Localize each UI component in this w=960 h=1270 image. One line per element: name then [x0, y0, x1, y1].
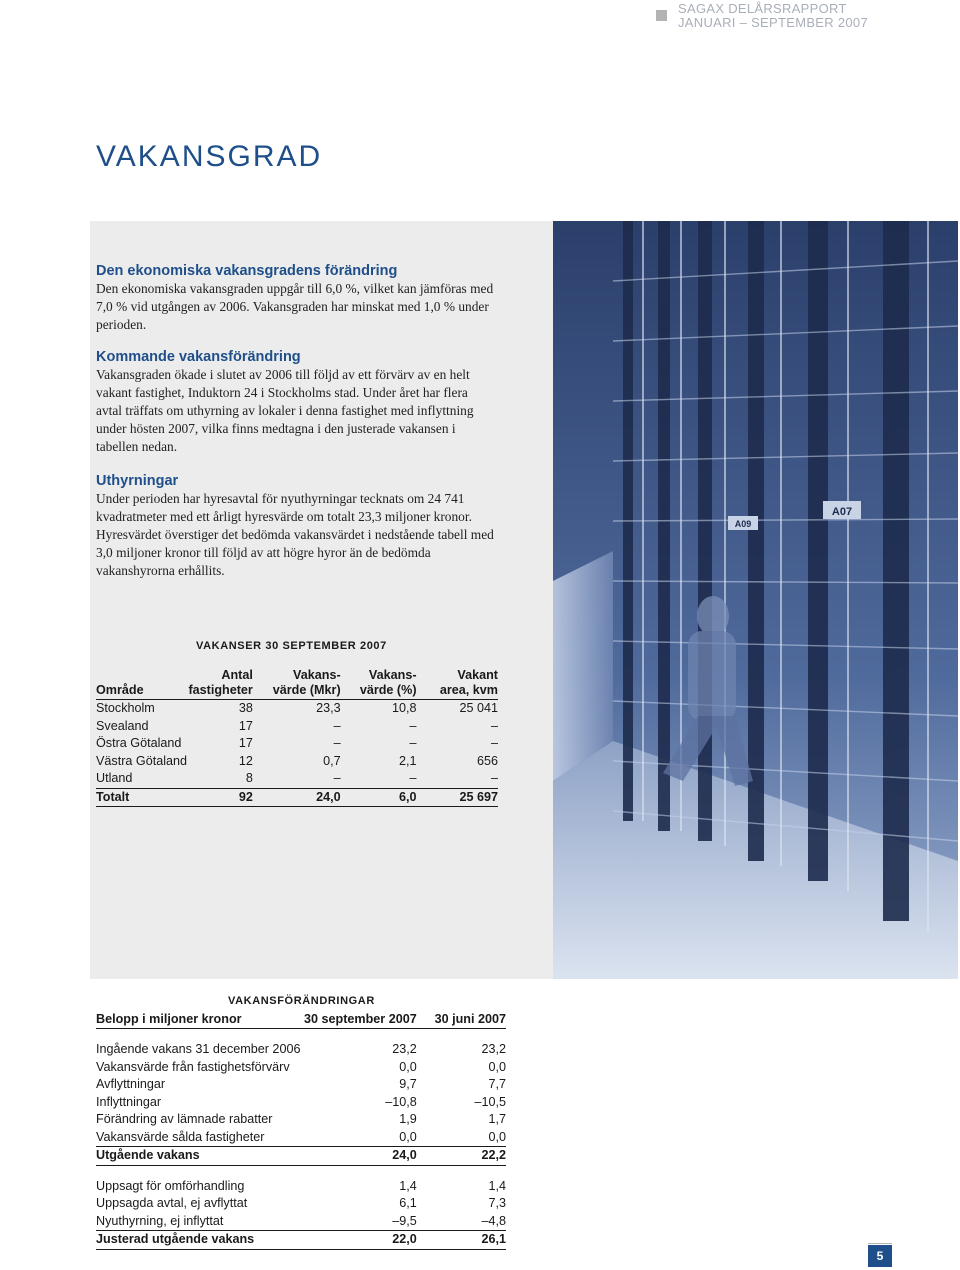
cell-percent: 6,0: [341, 788, 417, 807]
col-header-jun: 30 juni 2007: [417, 1010, 506, 1029]
table-header-row: [96, 1010, 506, 1029]
col-header-item: Belopp i miljoner kronor: [96, 1010, 300, 1029]
forandringar-table-title: VAKANSFÖRÄNDRINGAR: [228, 995, 375, 1007]
section-text: Under perioden har hyresavtal för nyuthyrningar tecknats om 24 741 kvadratmeter med ett årligt hyresvärde om totalt 23,3 miljoner kronor. Hyresvärdet överstiger det bedömda vakansvärdet i nedstående tabell med 3,0 miljoner kronor till följd av att högre hyror än de bedömda vakanshyrorna erhållits.: [96, 491, 494, 578]
grey-text-panel: [90, 221, 553, 979]
cell-jun: 26,1: [417, 1231, 506, 1250]
cell-count: 17: [238, 718, 253, 733]
table-row: [96, 1165, 506, 1195]
section-heading: Uthyrningar: [96, 473, 179, 489]
aisle-sign-a09-label: A09: [734, 519, 752, 529]
cell-value: 0,7: [323, 753, 341, 768]
table-row: [96, 1029, 506, 1059]
col-header-area-sqm: Vakant area, kvm: [417, 668, 498, 700]
cell-jun: 23,2: [481, 1042, 506, 1056]
section-kommande-vakans: [96, 348, 496, 456]
table-subtotal-row: [96, 1147, 506, 1166]
cell-percent: –: [409, 771, 417, 785]
cell-sep: 1,4: [399, 1178, 417, 1193]
cell-jun: 0,0: [488, 1059, 506, 1074]
cell-jun: –4,8: [481, 1213, 506, 1228]
cell-percent: –: [409, 736, 417, 750]
section-ekonomisk-vakans: [96, 262, 496, 334]
cell-percent: 10,8: [392, 701, 417, 715]
cell-value: –: [333, 718, 341, 733]
cell-sep: 6,1: [399, 1196, 417, 1210]
table-row: [96, 1195, 506, 1213]
cell-sep: 0,0: [399, 1129, 417, 1144]
cell-item: Utgående vakans: [96, 1147, 300, 1166]
cell-area: Utland: [96, 771, 133, 785]
header-square-icon: [656, 10, 667, 21]
cell-area: Västra Götaland: [96, 753, 188, 768]
table-row: [96, 1111, 506, 1129]
header-period: JANUARI – SEPTEMBER 2007: [678, 15, 868, 30]
cell-sqm: –: [490, 718, 498, 733]
table-row: [96, 1213, 506, 1231]
cell-jun: 22,2: [417, 1147, 506, 1166]
cell-jun: 1,7: [488, 1112, 506, 1126]
cell-area: Totalt: [96, 788, 187, 807]
page-title: VAKANSGRAD: [96, 140, 323, 173]
vakanser-table-title: VAKANSER 30 SEPTEMBER 2007: [196, 640, 387, 652]
cell-jun: –10,5: [474, 1094, 506, 1109]
col-header-percent: Vakans- värde (%): [341, 668, 417, 700]
table-header-row: [96, 668, 498, 700]
cell-value: 24,0: [253, 788, 341, 807]
cell-count: 12: [238, 753, 253, 768]
cell-item: Uppsagt för omförhandling: [96, 1178, 245, 1193]
cell-sqm: 25 697: [417, 788, 498, 807]
cell-area: Stockholm: [96, 701, 155, 715]
table-final-row: [96, 1231, 506, 1250]
section-heading: Kommande vakansförändring: [96, 349, 301, 365]
page-number: 5: [868, 1245, 892, 1267]
section-uthyrningar: [96, 472, 496, 580]
table-row: [96, 1076, 506, 1094]
cell-item: Uppsagda avtal, ej avflyttat: [96, 1196, 248, 1210]
header-report-name: SAGAX DELÅRSRAPPORT: [678, 1, 847, 16]
cell-item: Nyuthyrning, ej inflyttat: [96, 1213, 224, 1228]
cell-area: Svealand: [96, 718, 149, 733]
cell-sep: 22,0: [300, 1231, 416, 1250]
cell-sqm: 656: [476, 753, 498, 768]
col-header-area: Område: [96, 668, 187, 700]
table-row: [96, 735, 498, 753]
cell-sqm: –: [490, 771, 498, 785]
table-row: [96, 1094, 506, 1112]
cell-percent: 2,1: [399, 753, 417, 768]
section-text: Vakansgraden ökade i slutet av 2006 till följd av ett förvärv av en helt vakant fastighet, Induktorn 24 i Stockholms stad. Under året har flera avtal träffats om uthyrning av lokaler i denna fastighet med inflyttning under hösten 2007, vilka finns medtagna i den justerade vakansen i tabellen nedan.: [96, 367, 474, 454]
cell-jun: 7,3: [488, 1196, 506, 1210]
cell-value: –: [333, 736, 341, 750]
cell-item: Avflyttningar: [96, 1077, 166, 1091]
cell-count: 92: [187, 788, 253, 807]
cell-sep: 24,0: [300, 1147, 416, 1166]
cell-count: 17: [238, 736, 253, 750]
cell-sep: –9,5: [392, 1213, 417, 1228]
page-number-rule: [868, 1243, 892, 1244]
cell-item: Vakansvärde sålda fastigheter: [96, 1129, 265, 1144]
table-row: [96, 1059, 506, 1077]
table-row: [96, 700, 498, 718]
cell-sqm: 25 041: [459, 701, 498, 715]
cell-sep: 0,0: [399, 1059, 417, 1074]
cell-sep: 23,2: [392, 1042, 417, 1056]
col-header-sep: 30 september 2007: [300, 1010, 416, 1029]
cell-item: Justerad utgående vakans: [96, 1231, 300, 1250]
cell-sqm: –: [490, 736, 498, 750]
cell-percent: –: [409, 718, 417, 733]
cell-area: Östra Götaland: [96, 736, 182, 750]
warehouse-photo: [553, 221, 958, 979]
cell-sep: 1,9: [399, 1112, 417, 1126]
cell-item: Förändring av lämnade rabatter: [96, 1112, 273, 1126]
warehouse-illustration: [553, 221, 958, 979]
table-row: [96, 1129, 506, 1147]
table-row: [96, 718, 498, 736]
forandringar-table: [96, 1010, 506, 1250]
table-total-row: [96, 788, 498, 807]
cell-count: 8: [245, 771, 253, 785]
table-row: [96, 753, 498, 771]
cell-count: 38: [238, 701, 253, 715]
col-header-value: Vakans- värde (Mkr): [253, 668, 341, 700]
cell-item: Ingående vakans 31 december 2006: [96, 1042, 301, 1056]
cell-item: Inflyttningar: [96, 1094, 162, 1109]
cell-sep: –10,8: [385, 1094, 417, 1109]
aisle-sign-a07-label: A07: [831, 506, 853, 518]
section-text: Den ekonomiska vakansgraden uppgår till 6,0 %, vilket kan jämföras med 7,0 % vid utgången av 2006. Vakansgraden har minskat med 1,0 % under perioden.: [96, 281, 494, 332]
cell-jun: 1,4: [488, 1178, 506, 1193]
cell-jun: 0,0: [488, 1129, 506, 1144]
table-row: [96, 770, 498, 788]
col-header-count: Antal fastigheter: [187, 668, 253, 700]
cell-value: 23,3: [316, 701, 341, 715]
cell-jun: 7,7: [488, 1077, 506, 1091]
running-header: [678, 2, 868, 30]
vakanser-table: [96, 668, 498, 807]
cell-sep: 9,7: [399, 1077, 417, 1091]
section-heading: Den ekonomiska vakansgradens förändring: [96, 263, 398, 279]
cell-value: –: [333, 771, 341, 785]
cell-item: Vakansvärde från fastighetsförvärv: [96, 1059, 290, 1074]
